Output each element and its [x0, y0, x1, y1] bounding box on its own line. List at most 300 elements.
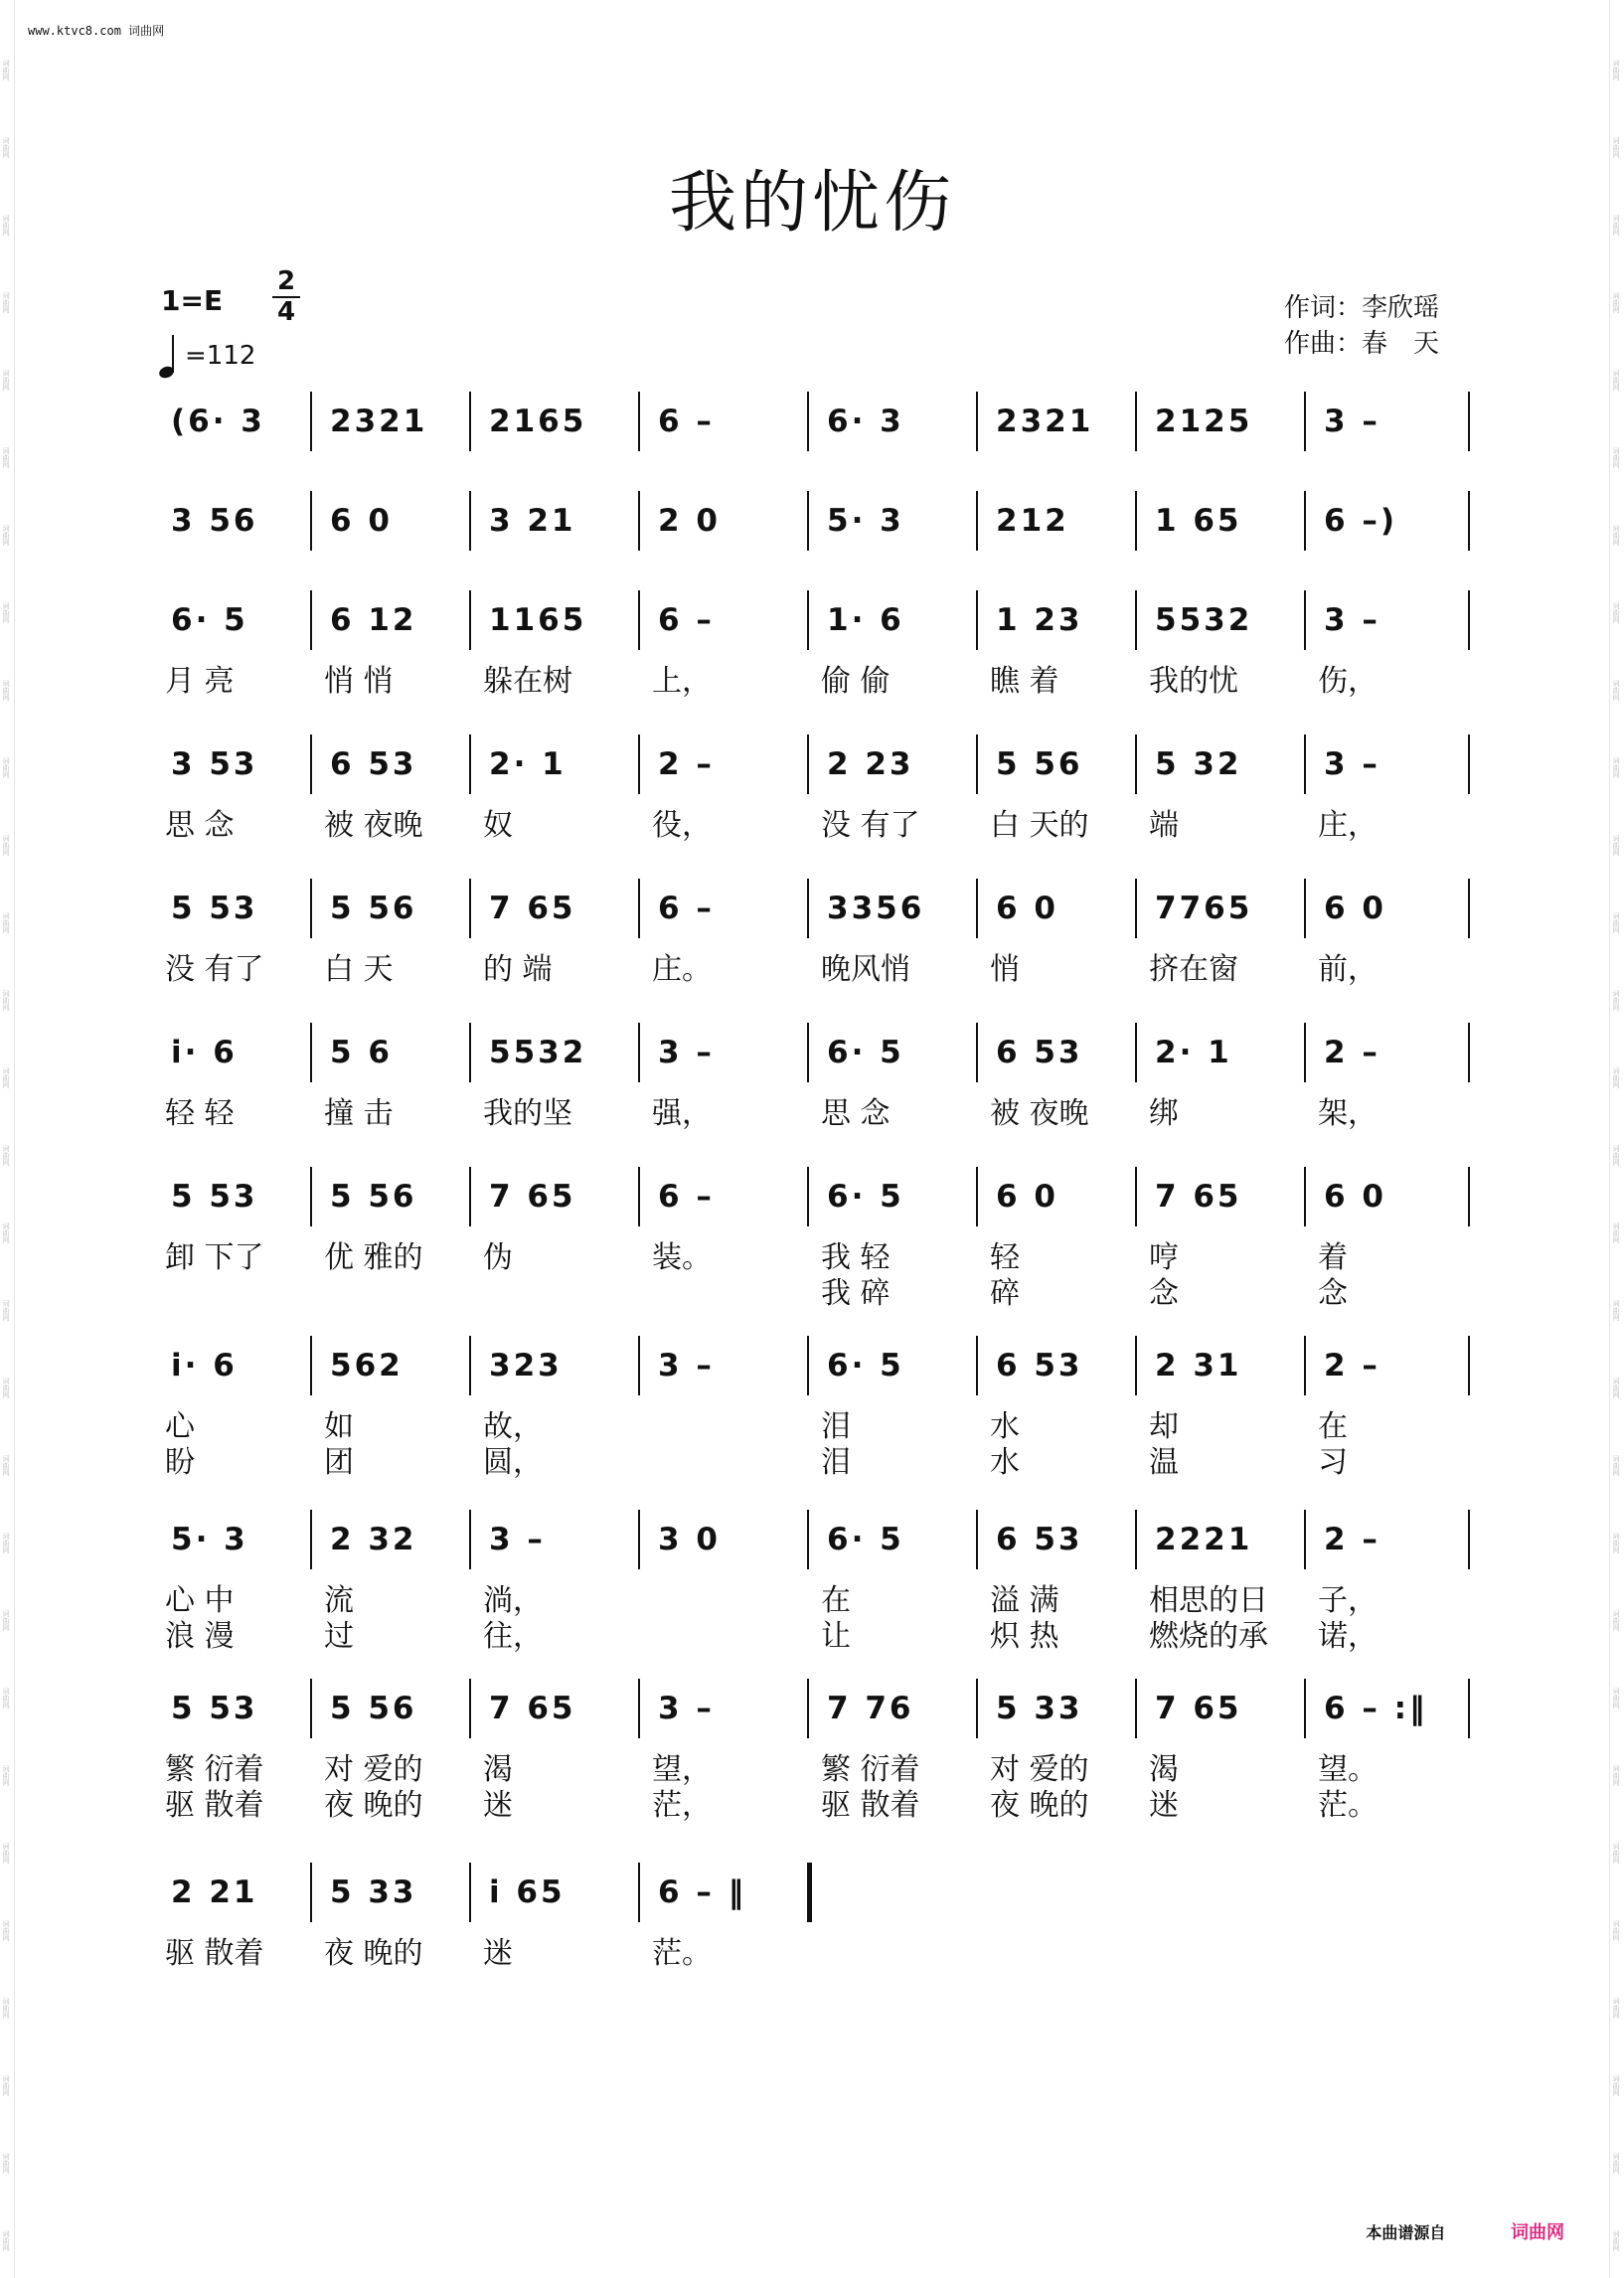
- measure-notes: 6 0: [1324, 891, 1386, 926]
- measure-notes: 2 –: [1324, 1522, 1380, 1557]
- watermark-text: 词曲网: [2, 1145, 10, 1166]
- watermark-text: 词曲网: [2, 1843, 10, 1864]
- lyric-segment: 思 念: [821, 1096, 891, 1131]
- measure-notes: 6 53: [996, 1522, 1083, 1557]
- barline: [1135, 1510, 1137, 1569]
- barline: [638, 1336, 640, 1395]
- lyric-segment: 燃烧的承: [1149, 1619, 1268, 1654]
- barline: [469, 734, 471, 794]
- measure-notes: 7 65: [1155, 1179, 1242, 1215]
- measure-notes: 2 21: [171, 1874, 258, 1910]
- notation-staff: [159, 398, 1476, 457]
- measure-notes: 6· 5: [827, 1522, 904, 1557]
- measure-notes: 1 23: [996, 602, 1083, 638]
- watermark-text: 词曲网: [2, 1920, 10, 1941]
- watermark-text: 词曲网: [2, 1300, 10, 1321]
- barline: [1468, 590, 1470, 650]
- barline: [310, 590, 312, 650]
- barline: [1304, 1023, 1306, 1082]
- measure-notes: 6 53: [996, 1348, 1083, 1383]
- watermark-text: 词曲网: [2, 2230, 10, 2251]
- measure-notes: 2· 1: [1155, 1035, 1232, 1070]
- measure-notes: 2125: [1155, 404, 1253, 439]
- measure-notes: 6· 5: [171, 602, 248, 638]
- barline: [807, 879, 809, 938]
- watermark-text: 词曲网: [2, 1222, 10, 1243]
- barline: [469, 1336, 471, 1395]
- lyric-segment: 习: [1318, 1445, 1348, 1480]
- lyric-segment: 我的忧: [1149, 664, 1238, 699]
- lyric-segment: 驱 散着: [165, 1936, 264, 1971]
- watermark-text: 词曲网: [1612, 292, 1620, 313]
- measure-notes: 212: [996, 503, 1069, 539]
- measure-notes: 2 32: [330, 1522, 417, 1557]
- measure-notes: i· 6: [171, 1348, 238, 1383]
- lyric-segment: 繁 衍着: [165, 1752, 264, 1787]
- score-line: [159, 1342, 1476, 1480]
- watermark-text: 词曲网: [2, 2075, 10, 2096]
- lyric-segment: 奴: [483, 808, 513, 843]
- barline: [807, 1023, 809, 1082]
- lyric-segment: 子，: [1318, 1583, 1378, 1618]
- lyric-segment: 心 中: [165, 1583, 235, 1618]
- lyrics-verse-1: [159, 1232, 1476, 1275]
- score-line: [159, 740, 1476, 843]
- watermark-text: 词曲网: [1612, 1843, 1620, 1864]
- measure-notes: 6· 5: [827, 1179, 904, 1215]
- measure-notes: 6 –: [658, 891, 715, 926]
- barline: [469, 392, 471, 451]
- lyrics-verse-2: [159, 1268, 1476, 1311]
- barline: [310, 1336, 312, 1395]
- barline: [310, 879, 312, 938]
- notation-staff: [159, 885, 1476, 944]
- barline: [1304, 1167, 1306, 1226]
- measure-notes: 1 65: [1155, 503, 1242, 539]
- lyric-segment: 碎: [990, 1276, 1020, 1311]
- measure-notes: 7 65: [1155, 1691, 1242, 1726]
- barline: [1304, 879, 1306, 938]
- watermark-text: 词曲网: [2, 60, 10, 81]
- score-line: [159, 1516, 1476, 1654]
- barline: [638, 1510, 640, 1569]
- site-url: www.ktvc8.com 词曲网: [28, 24, 165, 38]
- barline: [1468, 1167, 1470, 1226]
- lyric-segment: 绑: [1149, 1096, 1179, 1131]
- measure-notes: 5 33: [330, 1874, 417, 1910]
- measure-notes: 2 31: [1155, 1348, 1242, 1383]
- lyric-segment: 我 轻: [821, 1240, 891, 1275]
- measure-notes: 3 53: [171, 746, 258, 782]
- watermark-text: 词曲网: [1612, 2230, 1620, 2251]
- watermark-text: 词曲网: [1612, 1533, 1620, 1553]
- measure-notes: 2221: [1155, 1522, 1253, 1557]
- lyric-segment: 迷: [483, 1936, 513, 1971]
- barline: [1135, 1679, 1137, 1738]
- barline: [469, 879, 471, 938]
- barline: [638, 734, 640, 794]
- barline: [976, 392, 978, 451]
- watermark-text: 词曲网: [1612, 60, 1620, 81]
- quarter-note-icon: [159, 334, 179, 378]
- watermark-text: 词曲网: [1612, 757, 1620, 778]
- notation-staff: [159, 1516, 1476, 1575]
- lyrics-verse-1: [159, 656, 1476, 699]
- lyric-segment: 悄: [990, 952, 1020, 987]
- lyricist: 作词：李欣瑶: [1284, 293, 1440, 323]
- notation-staff: [159, 1869, 1476, 1928]
- measure-notes: i 65: [489, 1874, 566, 1910]
- footer-text: 本曲谱源自: [1366, 2223, 1446, 2242]
- watermark-text: 词曲网: [1612, 1222, 1620, 1243]
- watermark-text: 词曲网: [2, 1378, 10, 1398]
- measure-notes: 3 21: [489, 503, 576, 539]
- lyric-segment: 我的坚: [483, 1096, 572, 1131]
- watermark-text: 词曲网: [1612, 1998, 1620, 2019]
- lyrics-verse-2: [159, 1437, 1476, 1480]
- measure-notes: 6 0: [330, 503, 393, 539]
- measure-notes: 6 – ‖: [658, 1874, 747, 1910]
- notation-staff: [159, 1173, 1476, 1232]
- measure-notes: 6 53: [996, 1035, 1083, 1070]
- left-watermark-strip: [0, 0, 15, 2278]
- measure-notes: 5 56: [330, 1691, 417, 1726]
- watermark-text: 词曲网: [2, 1765, 10, 1786]
- barline: [310, 1863, 312, 1922]
- lyric-segment: 对 爱的: [990, 1752, 1089, 1787]
- lyric-segment: 悄 悄: [324, 664, 394, 699]
- lyric-segment: 端: [1149, 808, 1179, 843]
- measure-notes: 2 –: [1324, 1348, 1380, 1383]
- lyric-segment: 迷: [483, 1788, 513, 1823]
- barline: [976, 1336, 978, 1395]
- measure-notes: 7765: [1155, 891, 1253, 926]
- measure-notes: 7 65: [489, 1691, 576, 1726]
- lyric-segment: 瞧 着: [990, 664, 1059, 699]
- lyric-segment: 团: [324, 1445, 354, 1480]
- tempo-marking: [159, 334, 255, 378]
- lyric-segment: 撞 击: [324, 1096, 394, 1131]
- barline: [1304, 392, 1306, 451]
- barline: [807, 1679, 809, 1738]
- barline: [1135, 392, 1137, 451]
- lyric-segment: 没 有了: [165, 952, 264, 987]
- barline: [1304, 1510, 1306, 1569]
- lyric-segment: 相思的日: [1149, 1583, 1268, 1618]
- score-line: [159, 885, 1476, 987]
- watermark-text: 词曲网: [1612, 2153, 1620, 2174]
- lyric-segment: 白 天: [324, 952, 394, 987]
- measure-notes: 6 53: [330, 746, 417, 782]
- measure-notes: 5532: [489, 1035, 587, 1070]
- barline: [1468, 392, 1470, 451]
- lyric-segment: 炽 热: [990, 1619, 1059, 1654]
- measure-notes: 2 23: [827, 746, 914, 782]
- measure-notes: 1165: [489, 602, 587, 638]
- measure-notes: 6· 3: [827, 404, 904, 439]
- lyric-segment: 思 念: [165, 808, 235, 843]
- lyric-segment: 念: [1318, 1276, 1348, 1311]
- barline: [976, 879, 978, 938]
- watermark-text: 词曲网: [1612, 835, 1620, 856]
- measure-notes: 2321: [996, 404, 1094, 439]
- barline: [469, 1167, 471, 1226]
- measure-notes: 5 6: [330, 1035, 393, 1070]
- footer-brand: 词曲网: [1511, 2222, 1564, 2243]
- notation-staff: [159, 1029, 1476, 1088]
- lyric-segment: 茫，: [652, 1788, 712, 1823]
- lyric-segment: 装。: [652, 1240, 712, 1275]
- score-line: [159, 596, 1476, 699]
- lyric-segment: 茫。: [1318, 1788, 1378, 1823]
- measure-notes: 6 –: [658, 404, 715, 439]
- watermark-text: 词曲网: [1612, 1300, 1620, 1321]
- barline: [1304, 1336, 1306, 1395]
- barline: [1304, 734, 1306, 794]
- measure-notes: 7 65: [489, 1179, 576, 1215]
- barline: [1468, 1023, 1470, 1082]
- measure-notes: 6· 5: [827, 1035, 904, 1070]
- measure-notes: 5 32: [1155, 746, 1242, 782]
- lyrics-verse-1: [159, 1744, 1476, 1787]
- measure-notes: 2· 1: [489, 746, 567, 782]
- lyric-segment: 月 亮: [165, 664, 235, 699]
- lyric-segment: 盼: [165, 1445, 195, 1480]
- key-signature: 1=E: [161, 284, 224, 317]
- watermark-text: 词曲网: [1612, 1765, 1620, 1786]
- lyric-segment: 强，: [652, 1096, 712, 1131]
- measure-notes: 6 – :‖: [1324, 1691, 1428, 1726]
- composer: 作曲：春 天: [1284, 329, 1440, 359]
- lyric-segment: 庄，: [1318, 808, 1378, 843]
- lyric-segment: 轻: [990, 1240, 1020, 1275]
- lyrics-verse-1: [159, 944, 1476, 987]
- lyric-segment: 挤在窗: [1149, 952, 1238, 987]
- watermark-text: 词曲网: [1612, 1067, 1620, 1088]
- lyric-segment: 卸 下了: [165, 1240, 264, 1275]
- lyric-segment: 如: [324, 1409, 354, 1444]
- lyric-segment: 泪: [821, 1445, 851, 1480]
- lyric-segment: 溢 满: [990, 1583, 1059, 1618]
- measure-notes: 5· 3: [827, 503, 904, 539]
- watermark-text: 词曲网: [1612, 1688, 1620, 1708]
- barline: [807, 734, 809, 794]
- lyrics-verse-1: [159, 1575, 1476, 1618]
- watermark-text: 词曲网: [1612, 1378, 1620, 1398]
- watermark-text: 词曲网: [2, 137, 10, 158]
- watermark-text: 词曲网: [1612, 137, 1620, 158]
- barline: [638, 491, 640, 551]
- notation-staff: [159, 1342, 1476, 1401]
- barline: [1135, 491, 1137, 551]
- barline: [1135, 734, 1137, 794]
- lyric-segment: 我 碎: [821, 1276, 891, 1311]
- barline: [1135, 879, 1137, 938]
- watermark-text: 词曲网: [1612, 912, 1620, 933]
- watermark-text: 词曲网: [1612, 602, 1620, 623]
- watermark-text: 词曲网: [1612, 525, 1620, 546]
- measure-notes: 3 –: [658, 1348, 715, 1383]
- measure-notes: 5 53: [171, 1179, 258, 1215]
- lyric-segment: 水: [990, 1445, 1020, 1480]
- barline: [1135, 1336, 1137, 1395]
- watermark-text: 词曲网: [2, 2153, 10, 2174]
- lyrics-verse-2: [159, 1611, 1476, 1654]
- lyric-segment: 望。: [1318, 1752, 1378, 1787]
- time-signature: [268, 268, 304, 326]
- barline: [807, 1863, 812, 1922]
- barline: [1468, 1510, 1470, 1569]
- credits: [1284, 290, 1439, 362]
- lyric-segment: 水: [990, 1409, 1020, 1444]
- lyric-segment: 没 有了: [821, 808, 920, 843]
- watermark-text: 词曲网: [2, 835, 10, 856]
- lyric-segment: 夜 晚的: [324, 1936, 423, 1971]
- lyric-segment: 轻 轻: [165, 1096, 235, 1131]
- measure-notes: 5 53: [171, 1691, 258, 1726]
- watermark-text: 词曲网: [1612, 370, 1620, 391]
- measure-notes: 5 56: [330, 891, 417, 926]
- lyric-segment: 前，: [1318, 952, 1378, 987]
- measure-notes: 7 65: [489, 891, 576, 926]
- lyric-segment: 在: [1318, 1409, 1348, 1444]
- barline: [1304, 1679, 1306, 1738]
- barline: [310, 1023, 312, 1082]
- barline: [469, 1510, 471, 1569]
- barline: [807, 491, 809, 551]
- watermark-text: 词曲网: [1612, 2075, 1620, 2096]
- time-signature-bottom: 4: [276, 297, 296, 327]
- barline: [310, 1167, 312, 1226]
- barline: [1135, 1023, 1137, 1082]
- lyric-segment: 圆，: [483, 1445, 543, 1480]
- watermark-text: 词曲网: [1612, 1145, 1620, 1166]
- barline: [310, 1510, 312, 1569]
- barline: [1304, 590, 1306, 650]
- score-line: [159, 1685, 1476, 1823]
- watermark-text: 词曲网: [2, 912, 10, 933]
- barline: [1468, 879, 1470, 938]
- barline: [469, 1679, 471, 1738]
- barline: [807, 392, 809, 451]
- barline: [1468, 1679, 1470, 1738]
- lyric-segment: 诺，: [1318, 1619, 1378, 1654]
- measure-notes: 2 0: [658, 503, 721, 539]
- barline: [1468, 1336, 1470, 1395]
- measure-notes: 3 –: [489, 1522, 546, 1557]
- lyric-segment: 晚风悄: [821, 952, 910, 987]
- barline: [976, 1510, 978, 1569]
- barline: [1135, 1167, 1137, 1226]
- barline: [310, 392, 312, 451]
- watermark-text: 词曲网: [2, 757, 10, 778]
- lyric-segment: 心: [165, 1409, 195, 1444]
- measure-notes: (6· 3: [171, 404, 265, 439]
- barline: [1135, 590, 1137, 650]
- lyric-segment: 优 雅的: [324, 1240, 423, 1275]
- lyric-segment: 对 爱的: [324, 1752, 423, 1787]
- lyric-segment: 被 夜晚: [990, 1096, 1089, 1131]
- measure-notes: 7 76: [827, 1691, 914, 1726]
- lyric-segment: 念: [1149, 1276, 1179, 1311]
- score-line: [159, 398, 1476, 457]
- watermark-text: 词曲网: [1612, 1610, 1620, 1631]
- measure-notes: 5· 3: [171, 1522, 248, 1557]
- watermark-text: 词曲网: [1612, 1920, 1620, 1941]
- measure-notes: 562: [330, 1348, 404, 1383]
- barline: [638, 879, 640, 938]
- watermark-text: 词曲网: [2, 1610, 10, 1631]
- barline: [469, 1023, 471, 1082]
- barline: [807, 590, 809, 650]
- measure-notes: 5532: [1155, 602, 1253, 638]
- barline: [807, 1167, 809, 1226]
- measure-notes: 6 0: [1324, 1179, 1386, 1215]
- measure-notes: 3 –: [658, 1035, 715, 1070]
- lyric-segment: 哼: [1149, 1240, 1179, 1275]
- lyric-segment: 让: [821, 1619, 851, 1654]
- lyric-segment: 驱 散着: [821, 1788, 920, 1823]
- barline: [976, 491, 978, 551]
- lyric-segment: 白 天的: [990, 808, 1089, 843]
- measure-notes: 2321: [330, 404, 428, 439]
- lyric-segment: 上，: [652, 664, 712, 699]
- watermark-text: 词曲网: [2, 602, 10, 623]
- lyrics-verse-2: [159, 1780, 1476, 1823]
- lyric-segment: 夜 晚的: [324, 1788, 423, 1823]
- measure-notes: 6 –): [1324, 503, 1398, 539]
- measure-notes: 1· 6: [827, 602, 904, 638]
- measure-notes: 5 56: [996, 746, 1083, 782]
- lyric-segment: 往，: [483, 1619, 543, 1654]
- barline: [638, 1679, 640, 1738]
- measure-notes: 3356: [827, 891, 925, 926]
- footer: [1366, 2218, 1564, 2244]
- lyrics-verse-1: [159, 1928, 1476, 1971]
- lyric-segment: 偷 偷: [821, 664, 891, 699]
- barline: [310, 491, 312, 551]
- score-line: [159, 1869, 1476, 1971]
- barline: [976, 1167, 978, 1226]
- lyric-segment: 温: [1149, 1445, 1179, 1480]
- measure-notes: 323: [489, 1348, 563, 1383]
- time-signature-top: 2: [276, 266, 296, 296]
- lyric-segment: 望，: [652, 1752, 712, 1787]
- watermark-text: 词曲网: [2, 1998, 10, 2019]
- watermark-text: 词曲网: [2, 1455, 10, 1476]
- lyric-segment: 泪: [821, 1409, 851, 1444]
- lyric-segment: 伤，: [1318, 664, 1378, 699]
- barline: [469, 491, 471, 551]
- barline: [976, 1023, 978, 1082]
- barline: [469, 590, 471, 650]
- notation-staff: [159, 596, 1476, 656]
- barline: [638, 1863, 640, 1922]
- lyric-segment: 庄。: [652, 952, 712, 987]
- lyric-segment: 渴: [1149, 1752, 1179, 1787]
- barline: [638, 392, 640, 451]
- measure-notes: 2 –: [658, 746, 715, 782]
- barline: [807, 1336, 809, 1395]
- lyric-segment: 伪: [483, 1240, 513, 1275]
- notation-staff: [159, 740, 1476, 800]
- lyrics-verse-1: [159, 800, 1476, 843]
- lyric-segment: 故，: [483, 1409, 543, 1444]
- lyric-segment: 着: [1318, 1240, 1348, 1275]
- barline: [976, 590, 978, 650]
- measure-notes: 3 –: [1324, 404, 1380, 439]
- lyrics-verse-1: [159, 1088, 1476, 1131]
